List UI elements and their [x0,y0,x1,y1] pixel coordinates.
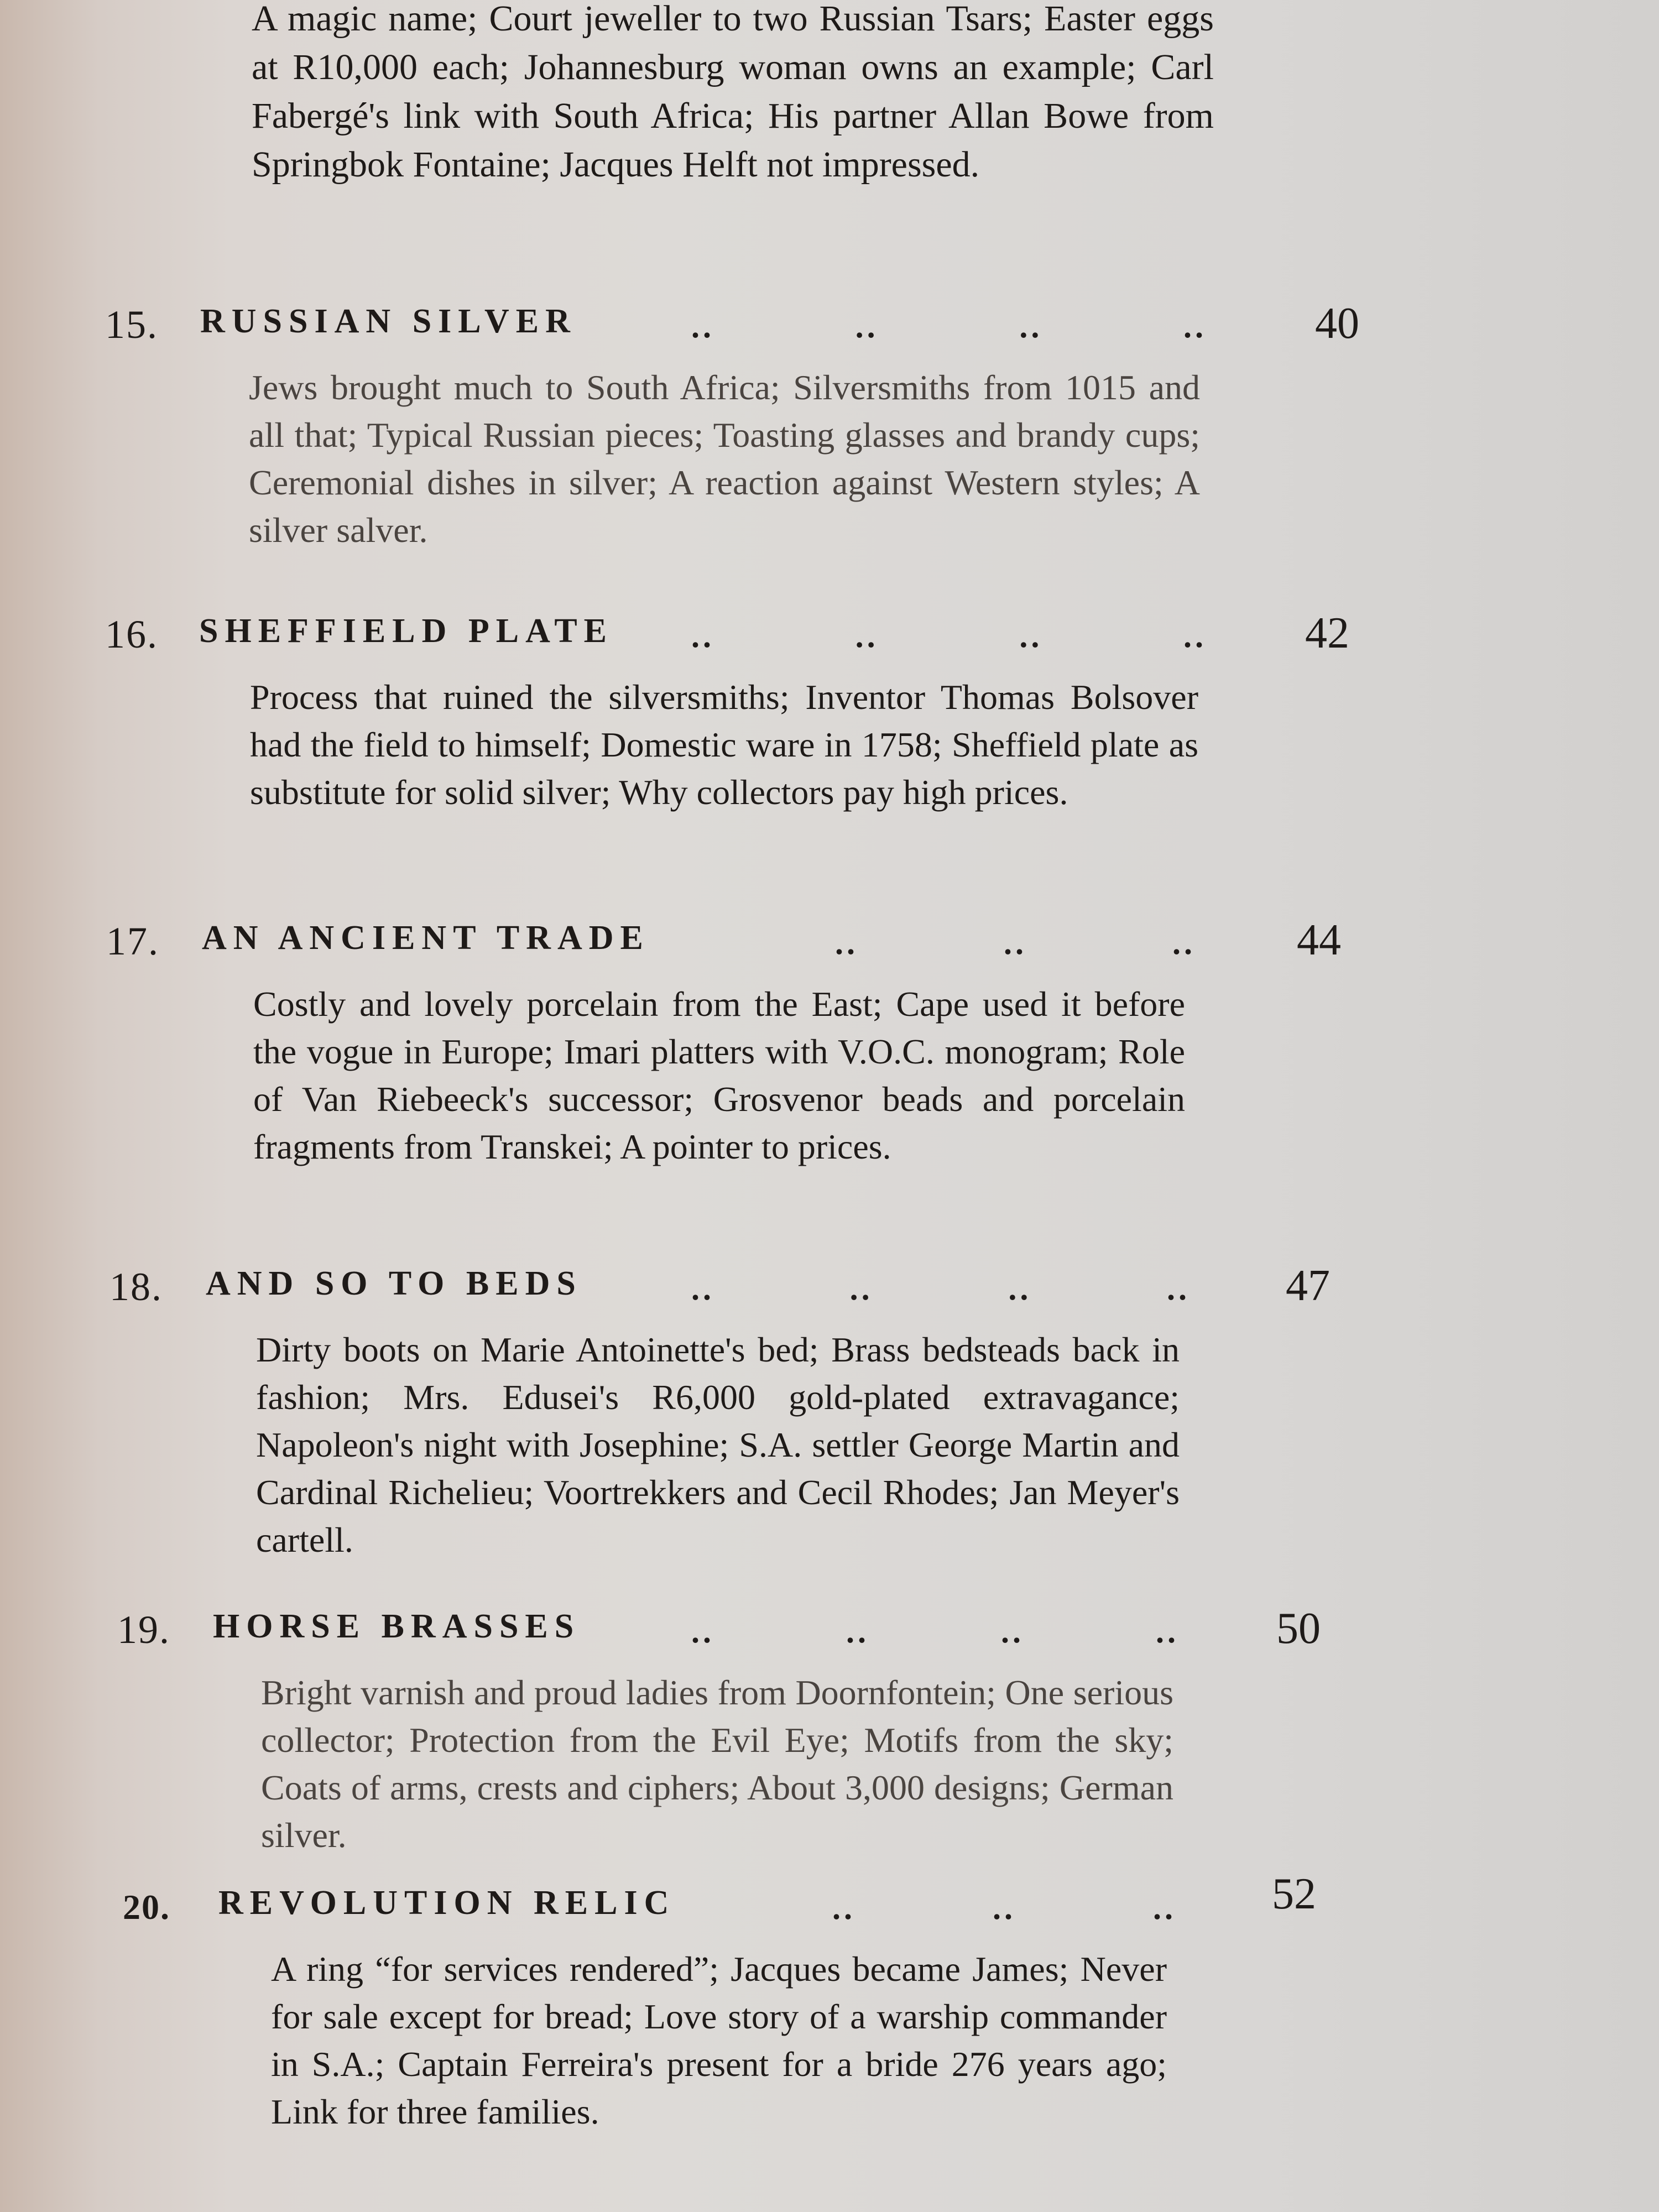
leader-dots: .. [691,1613,714,1650]
chapter-title: AND SO TO BEDS [206,1265,582,1302]
toc-entry-heading [0,608,1659,669]
chapter-description: Jews brought much to South Africa; Silversmiths from 1015 and all that; Typical Russian pieces; Toasting glasses and brandy cups; Ceremonial dishes in silver; A reaction against Western styles; A silver salver. [249,368,1200,550]
leader-dots: .. [1008,1270,1032,1307]
leader-dots: .. [835,924,858,961]
chapter-description: Dirty boots on Marie Antoinette's bed; Brass bedsteads back in fashion; Mrs. Edusei's R6,000 gold-plated extravagance; Napoleon's night with Josephine; S.A. settler George Martin and Cardinal Richelieu; Voortrekkers and Cecil Rhodes; Jan Meyer's cartell. [256,1330,1180,1559]
leader-dots: .. [1156,1613,1179,1650]
chapter-description: Process that ruined the silversmiths; Inventor Thomas Bolsover had the field to himself; Domestic ware in 1758; Sheffield plate as substitute for solid silver; Why collectors pay high prices. [250,677,1198,812]
toc-entry [0,299,1659,550]
leader-dots: .. [1004,924,1027,961]
leader-dots: .. [846,1613,869,1650]
leader-dots: .. [993,1889,1016,1926]
leader-dots: .. [832,1889,855,1926]
toc-entry-heading [0,1261,1659,1322]
leader-dots: .. [1172,924,1196,961]
leader-dots: .. [1001,1613,1024,1650]
chapter-description: Costly and lovely porcelain from the East; Cape used it before the vogue in Europe; Imari platters with V.O.C. monogram; Role of Van Riebeeck's successor; Grosvenor beads and porcelain fragments from Transkei; A pointer to prices. [253,984,1185,1166]
leader-dots: .. [1183,617,1207,654]
chapter-number: 18. [109,1265,163,1309]
chapter-number: 17. [106,919,159,963]
chapter-number: 19. [117,1608,170,1652]
dot-leaders [691,307,1207,345]
toc-entry-heading [0,1604,1659,1665]
leader-dots: .. [1153,1889,1176,1926]
leader-dots: .. [691,617,714,654]
leader-dots: .. [1166,1270,1190,1307]
toc-entry-heading [0,1870,1659,1941]
dot-leaders [832,1889,1176,1926]
leader-dots: .. [1183,307,1207,345]
toc-entry-heading [0,915,1659,976]
chapter-number: 15. [105,302,158,347]
toc-entry [0,915,1659,1166]
dot-leaders [691,1270,1190,1307]
chapter-number: 16. [105,612,158,656]
page-number: 40 [1315,299,1359,348]
toc-entry [0,608,1659,812]
leader-dots: .. [855,307,879,345]
chapter-description: A ring “for services rendered”; Jacques became James; Never for sale except for bread; Love story of a warship commander in S.A.; Captain Ferreira's present for a bride 276 years ago; Link for three families. [271,1949,1167,2131]
dot-leaders [691,1613,1179,1650]
dot-leaders [835,924,1196,961]
page-number: 44 [1297,916,1341,964]
page-number: 50 [1276,1604,1321,1653]
chapter-title: REVOLUTION RELIC [218,1884,676,1922]
leader-dots: .. [1019,617,1043,654]
chapter-title: HORSE BRASSES [213,1608,581,1645]
leader-dots: .. [1019,307,1043,345]
page-number: 47 [1286,1261,1330,1310]
previous-entry-description: A magic name; Court jeweller to two Russian Tsars; Easter eggs at R10,000 each; Johannesburg woman owns an example; Carl Fabergé's link with South Africa; His partner Allan Bowe from Springbok Fontaine; Jacques Helft not impressed. [252,0,1214,185]
toc-entry [0,1604,1659,1855]
leader-dots: .. [849,1270,873,1307]
chapter-title: SHEFFIELD PLATE [199,612,614,650]
page-number: 42 [1305,609,1349,658]
chapter-number: 20. [123,1887,170,1927]
leader-dots: .. [855,617,879,654]
leader-dots: .. [691,1270,714,1307]
chapter-title: RUSSIAN SILVER [200,302,577,340]
toc-entry [0,1870,1659,2131]
page-number: 52 [1272,1870,1316,1918]
dot-leaders [691,617,1207,654]
toc-entry-heading [0,299,1659,359]
toc-entry [0,1261,1659,1559]
chapter-description: Bright varnish and proud ladies from Doornfontein; One serious collector; Protection from the Evil Eye; Motifs from the sky; Coats of arms, crests and ciphers; About 3,000 designs; German silver. [261,1673,1173,1855]
leader-dots: .. [691,307,714,345]
chapter-title: AN ANCIENT TRADE [202,919,650,957]
